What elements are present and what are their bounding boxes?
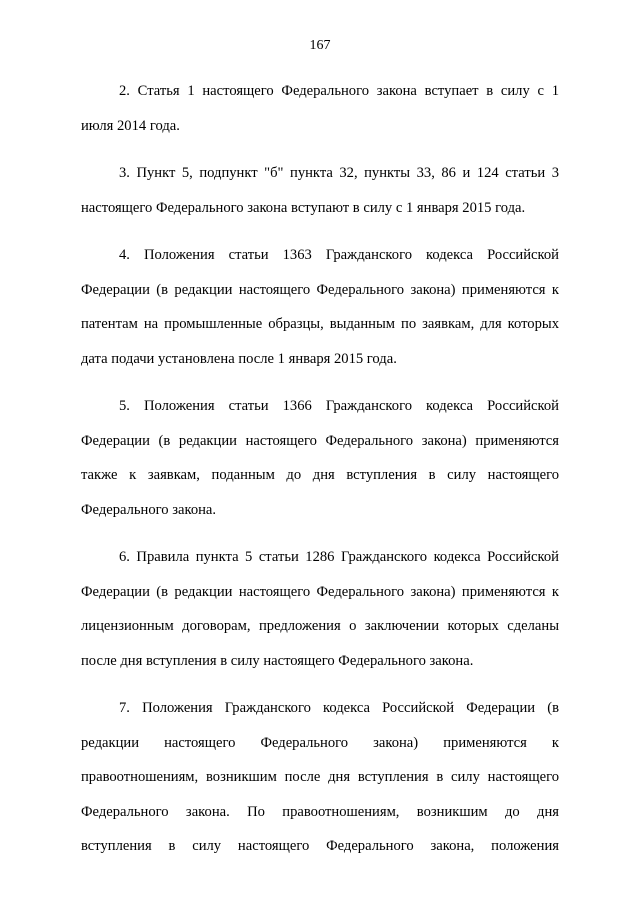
paragraph-line: Федерального закона. По правоотношениям, возникшим до дня — [81, 803, 559, 820]
paragraph-line: после дня вступления в силу настоящего Федерального закона. — [81, 652, 474, 669]
paragraph-line: 6. Правила пункта 5 статьи 1286 Гражданского кодекса Российской — [119, 549, 559, 565]
paragraph-line: настоящего Федерального закона вступают в силу с 1 января 2015 года. — [81, 199, 526, 216]
paragraph-line: также к заявкам, поданным до дня вступления в силу настоящего — [81, 467, 559, 483]
paragraph-line: Федерации (в редакции настоящего Федерального закона) применяются к — [81, 583, 559, 600]
paragraph-2 — [81, 80, 559, 149]
paragraph-line: 2. Статья 1 настоящего Федерального закона вступает в силу с 1 — [119, 83, 559, 99]
paragraph-line: 7. Положения Гражданского кодекса Российской Федерации (в — [119, 700, 559, 716]
paragraph-line: патентам на промышленные образцы, выданным по заявкам, для которых — [81, 316, 559, 332]
paragraph-3 — [81, 162, 559, 231]
paragraph-6 — [81, 546, 559, 684]
paragraph-line: 5. Положения статьи 1366 Гражданского кодекса Российской — [119, 398, 559, 414]
paragraph-line: Федерального закона. — [81, 501, 217, 518]
paragraph-line: лицензионным договорам, предложения о заключении которых сделаны — [81, 618, 559, 634]
paragraph-5 — [81, 395, 559, 533]
paragraph-7 — [81, 697, 559, 870]
paragraph-line: Федерации (в редакции настоящего Федерального закона) применяются к — [81, 281, 559, 298]
paragraph-line: июля 2014 года. — [81, 117, 180, 134]
paragraph-line: вступления в силу настоящего Федерального закона, положения — [81, 838, 559, 854]
paragraph-4 — [81, 244, 559, 382]
paragraph-line: 3. Пункт 5, подпункт "б" пункта 32, пункты 33, 86 и 124 статьи 3 — [119, 165, 559, 181]
paragraph-line: 4. Положения статьи 1363 Гражданского кодекса Российской — [119, 247, 559, 263]
paragraph-line: дата подачи установлена после 1 января 2015 года. — [81, 350, 397, 367]
paragraph-line: редакции настоящего Федерального закона) применяются к — [81, 734, 559, 751]
document-body — [81, 80, 559, 883]
paragraph-line: Федерации (в редакции настоящего Федерального закона) применяются — [81, 432, 559, 449]
page-number: 167 — [309, 38, 331, 53]
paragraph-line: правоотношениям, возникшим после дня вступления в силу настоящего — [81, 769, 559, 785]
